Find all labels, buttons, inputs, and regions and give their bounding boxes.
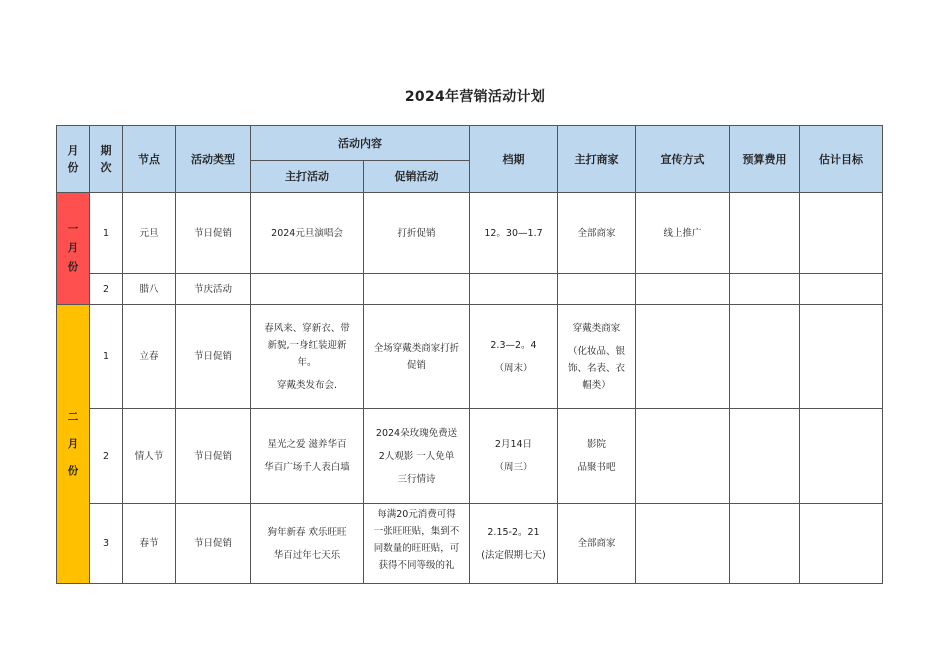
header-month-label: 月份 — [67, 144, 79, 174]
promo-activity-line: 全场穿戴类商家打折 — [373, 342, 460, 354]
month-cell-february — [57, 305, 90, 584]
main-activity-line: 华百过年七天乐 — [273, 549, 341, 561]
header-target: 估计目标 — [800, 126, 883, 193]
node-cell: 情人节 — [123, 409, 176, 504]
table-row — [57, 274, 883, 305]
main-activity-line: 狗年新春 欢乐旺旺 — [267, 526, 347, 538]
schedule-cell: 12。30—1.7 — [470, 193, 558, 274]
merchant-cell — [558, 305, 636, 409]
month-char: 份 — [67, 261, 79, 273]
promo-activity-cell — [364, 504, 470, 584]
schedule-cell — [470, 409, 558, 504]
table-row — [57, 305, 883, 409]
month-char: 二 — [67, 410, 79, 423]
main-activity-cell — [251, 504, 364, 584]
period-cell: 2 — [90, 274, 123, 305]
schedule-line: 2.3—2。4 — [490, 339, 537, 351]
budget-cell — [730, 274, 800, 305]
merchant-cell: 全部商家 — [558, 193, 636, 274]
publicity-cell: 线上推广 — [636, 193, 730, 274]
type-cell: 节日促销 — [176, 305, 251, 409]
schedule-cell — [470, 504, 558, 584]
marketing-plan-table — [56, 125, 883, 584]
budget-cell — [730, 409, 800, 504]
schedule-line: (法定假期七天) — [481, 549, 546, 561]
promo-activity-line: 2人观影 一人免单 — [378, 450, 455, 462]
publicity-cell — [636, 274, 730, 305]
type-cell: 节日促销 — [176, 409, 251, 504]
main-activity-line: 星光之爱 滋养华百 — [267, 439, 347, 450]
merchant-cell: 全部商家 — [558, 504, 636, 584]
merchant-line: 穿戴类商家 — [572, 322, 621, 334]
header-type: 活动类型 — [176, 126, 251, 193]
period-cell: 1 — [90, 305, 123, 409]
node-cell: 春节 — [123, 504, 176, 584]
document-title: 2024年营销活动计划 — [404, 89, 546, 105]
header-budget: 预算费用 — [730, 126, 800, 193]
header-publicity: 宣传方式 — [636, 126, 730, 193]
promo-activity-line: 获得不同等级的礼 — [378, 559, 455, 571]
merchant-cell — [558, 274, 636, 305]
merchant-line: 品聚书吧 — [577, 462, 616, 473]
period-cell: 3 — [90, 504, 123, 584]
merchant-line: 影院 — [586, 439, 606, 450]
main-activity-line: 华百广场千人表白墙 — [264, 462, 350, 473]
month-char: 一 — [67, 223, 79, 235]
header-promo-activity: 促销活动 — [364, 161, 470, 193]
merchant-line: （化妆品、银 — [567, 345, 625, 357]
month-cell-january — [57, 193, 90, 305]
type-cell: 节日促销 — [176, 504, 251, 584]
budget-cell — [730, 504, 800, 584]
period-cell: 2 — [90, 409, 123, 504]
merchant-line: 帽类） — [582, 379, 611, 391]
schedule-line: 2.15-2。21 — [487, 526, 540, 538]
promo-activity-cell — [364, 274, 470, 305]
promo-activity-line: 三行情诗 — [397, 473, 436, 485]
budget-cell — [730, 305, 800, 409]
target-cell — [800, 504, 883, 584]
main-activity-cell — [251, 274, 364, 305]
schedule-cell — [470, 274, 558, 305]
main-activity-cell — [251, 305, 364, 409]
header-main-activity: 主打活动 — [251, 161, 364, 193]
main-activity-cell — [251, 409, 364, 504]
table-row — [57, 504, 883, 584]
schedule-line: （周末） — [494, 362, 533, 374]
promo-activity-cell — [364, 305, 470, 409]
header-period — [90, 126, 123, 193]
header-month — [57, 126, 90, 193]
table-row — [57, 409, 883, 504]
promo-activity-cell — [364, 409, 470, 504]
header-merchant: 主打商家 — [558, 126, 636, 193]
promo-activity-line: 一张旺旺贴，集到不 — [373, 525, 460, 537]
merchant-line: 饰、名表、衣 — [567, 362, 625, 374]
promo-activity-line: 同数量的旺旺贴，可 — [373, 542, 460, 554]
type-cell: 节庆活动 — [176, 274, 251, 305]
target-cell — [800, 305, 883, 409]
schedule-line: 2月14日 — [494, 439, 533, 450]
publicity-cell — [636, 504, 730, 584]
header-schedule: 档期 — [470, 126, 558, 193]
header-content: 活动内容 — [251, 126, 470, 161]
promo-activity-line: 2024朵玫瑰免费送 — [375, 427, 458, 439]
period-cell: 1 — [90, 193, 123, 274]
node-cell: 元旦 — [123, 193, 176, 274]
node-cell: 立春 — [123, 305, 176, 409]
promo-activity-line: 促销 — [406, 359, 426, 371]
month-char: 月 — [67, 242, 79, 254]
main-activity-line: 年。 — [297, 356, 317, 368]
main-activity-line: 春风来、穿新衣、带 — [264, 322, 350, 334]
header-period-label: 期次 — [100, 144, 112, 174]
promo-activity-cell: 打折促销 — [364, 193, 470, 274]
node-cell: 腊八 — [123, 274, 176, 305]
type-cell: 节日促销 — [176, 193, 251, 274]
target-cell — [800, 274, 883, 305]
merchant-cell — [558, 409, 636, 504]
promo-activity-line: 每满20元消费可得 — [377, 508, 456, 520]
publicity-cell — [636, 305, 730, 409]
main-activity-line: 新貌,一身红装迎新 — [267, 339, 347, 351]
main-activity-cell: 2024元旦演唱会 — [251, 193, 364, 274]
schedule-cell — [470, 305, 558, 409]
publicity-cell — [636, 409, 730, 504]
budget-cell — [730, 193, 800, 274]
month-char: 月 — [67, 437, 79, 450]
schedule-line: （周三） — [494, 462, 533, 473]
header-node: 节点 — [123, 126, 176, 193]
month-char: 份 — [67, 464, 79, 477]
target-cell — [800, 409, 883, 504]
table-row — [57, 193, 883, 274]
main-activity-line: 穿戴类发布会. — [276, 379, 338, 391]
target-cell — [800, 193, 883, 274]
